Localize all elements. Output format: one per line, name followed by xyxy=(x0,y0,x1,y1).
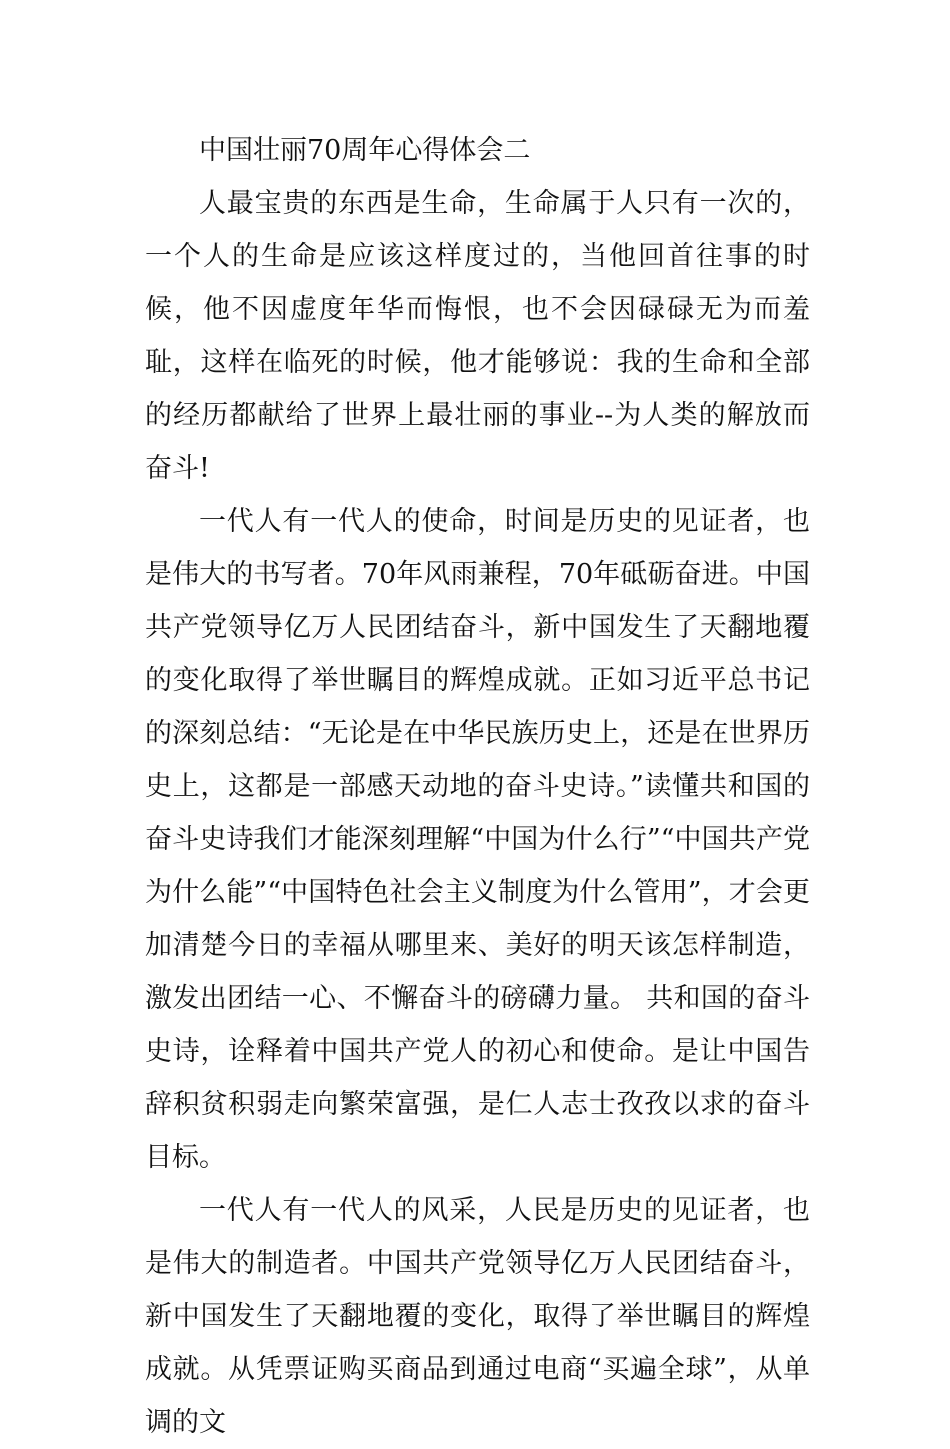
document-body xyxy=(145,124,810,1449)
paragraph-2: 一代人有一代人的使命，时间是历史的见证者，也是伟大的书写者。70年风雨兼程，70年砥砺奋进。中国共产党领导亿万人民团结奋斗，新中国发生了天翻地覆的变化取得了举世瞩目的辉煌成就。正如习近平总书记的深刻总结：“无论是在中华民族历史上，还是在世界历史上，这都是一部感天动地的奋斗史诗。”读懂共和国的奋斗史诗我们才能深刻理解“中国为什么行”“中国共产党为什么能”“中国特色社会主义制度为什么管用”，才会更加清楚今日的幸福从哪里来、美好的明天该怎样制造，激发出团结一心、不懈奋斗的磅礴力量。 共和国的奋斗史诗，诠释着中国共产党人的初心和使命。是让中国告辞积贫积弱走向繁荣富强，是仁人志士孜孜以求的奋斗目标。 xyxy=(145,506,810,1173)
document-title: 中国壮丽70周年心得体会二 xyxy=(199,135,531,166)
paragraph-3: 一代人有一代人的风采，人民是历史的见证者，也是伟大的制造者。中国共产党领导亿万人民团结奋斗，新中国发生了天翻地覆的变化，取得了举世瞩目的辉煌成就。从凭票证购买商品到通过电商“买遍全球”，从单调的文 xyxy=(145,1195,810,1438)
paragraph-1: 人最宝贵的东西是生命，生命属于人只有一次的，一个人的生命是应该这样度过的，当他回首往事的时候，他不因虚度年华而悔恨，也不会因碌碌无为而羞耻，这样在临死的时候，他才能够说：我的生命和全部的经历都献给了世界上最壮丽的事业--为人类的解放而奋斗! xyxy=(145,188,810,484)
